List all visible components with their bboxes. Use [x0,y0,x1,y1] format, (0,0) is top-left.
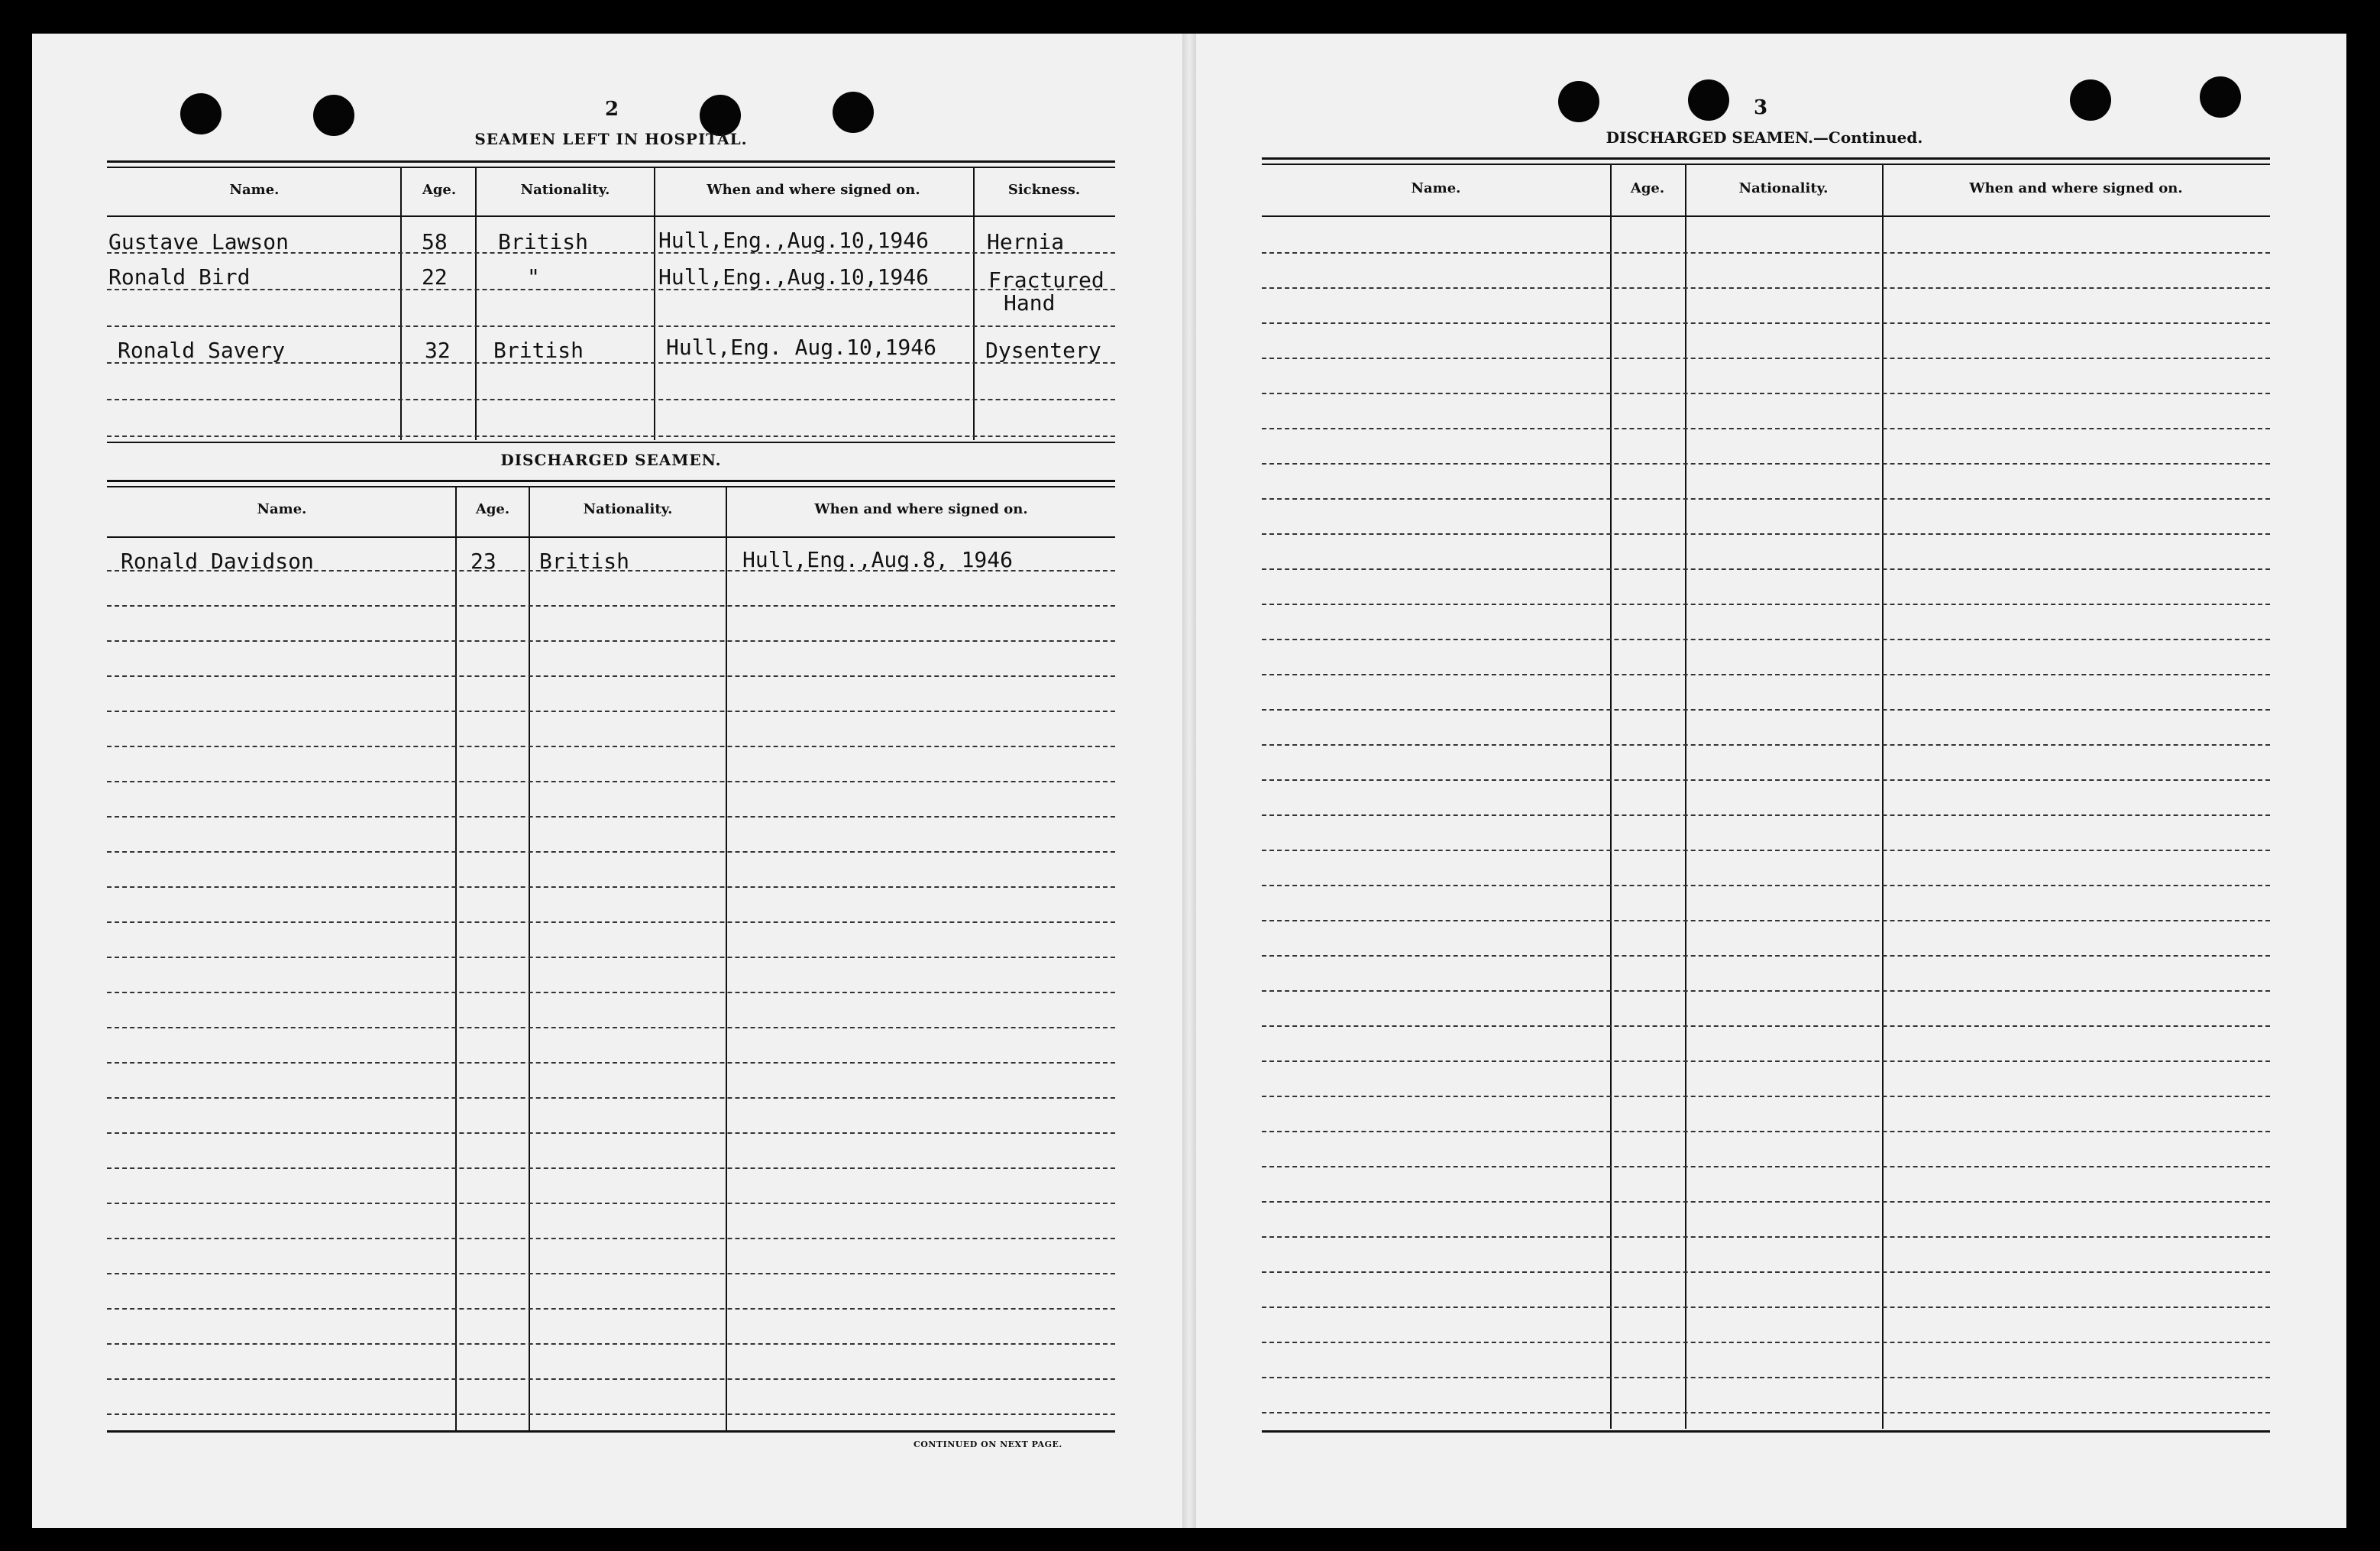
row-rule [1262,885,2270,886]
row-rule [1262,1307,2270,1308]
col-signed-on: When and where signed on. [1969,180,2183,196]
row-rule [1262,639,2270,640]
row-rule [1262,1131,2270,1132]
row-rule [1262,533,2270,535]
discharged-row-1-signed-on: Hull,Eng.,Aug.8, 1946 [742,547,1014,572]
row-rule [107,675,1115,677]
row-rule [1262,744,2270,746]
row-rule [107,1413,1115,1415]
col-name: Name. [1411,180,1461,196]
row-rule [1262,393,2270,394]
col-age: Age. [1630,180,1665,196]
row-rule [1262,920,2270,921]
hospital-row-3-signed-on: Hull,Eng. Aug.10,1946 [666,335,937,360]
col-age: Age. [475,501,510,517]
row-rule [107,436,1115,437]
col-name: Name. [257,501,307,517]
row-rule [1262,252,2270,254]
row-rule [1262,1342,2270,1343]
row-rule [1262,287,2270,289]
row-rule [107,1378,1115,1380]
row-rule [1262,955,2270,957]
row-rule [107,1167,1115,1169]
row-rule [107,746,1115,747]
hospital-row-1-signed-on: Hull,Eng.,Aug.10,1946 [658,228,930,253]
row-rule [1262,1201,2270,1203]
rule [1262,1430,2270,1433]
punch-hole [2200,76,2241,118]
row-rule [1262,814,2270,816]
col-name: Name. [229,182,280,198]
row-rule [107,781,1115,782]
row-rule [107,1308,1115,1310]
rule [107,480,1115,482]
column-divider [455,487,457,1430]
column-divider [726,487,727,1430]
row-rule [1262,463,2270,465]
row-rule [1262,990,2270,992]
page-number-right: 3 [1754,96,1768,119]
hospital-row-1-nationality: British [498,229,589,254]
punch-hole [313,95,354,136]
rule [107,215,1115,217]
col-signed-on: When and where signed on. [707,182,920,198]
row-rule [1262,709,2270,711]
row-rule [107,289,1115,290]
row-rule [1262,1166,2270,1167]
column-divider [529,487,530,1430]
hospital-row-3-sickness: Dysentery [985,338,1101,363]
rule [107,1430,1115,1433]
row-rule [1262,1025,2270,1027]
column-divider [1882,165,1884,1429]
row-rule [1262,604,2270,605]
row-rule [107,711,1115,712]
row-rule [107,1062,1115,1064]
discharged-row-1-nationality: British [539,549,630,574]
row-rule [107,1238,1115,1239]
rule [1262,215,2270,217]
punch-hole [1558,81,1599,122]
rule [107,160,1115,163]
hospital-section-title: SEAMEN LEFT IN HOSPITAL. [474,130,748,148]
row-rule [107,605,1115,607]
row-rule [107,570,1115,572]
hospital-row-3-name: Ronald Savery [118,338,286,363]
row-rule [107,992,1115,993]
row-rule [107,325,1115,327]
hospital-row-2-sickness-line2: Hand [1004,290,1056,316]
row-rule [107,1203,1115,1204]
row-rule [1262,1271,2270,1273]
hospital-row-1-name: Gustave Lawson [108,229,289,254]
row-rule [1262,1236,2270,1238]
page-fold [1182,34,1196,1528]
hospital-row-1-age: 58 [422,229,448,254]
row-rule [107,816,1115,818]
row-rule [1262,1060,2270,1062]
col-sickness: Sickness. [1007,182,1081,198]
discharged-row-1-age: 23 [471,549,496,574]
row-rule [107,1343,1115,1345]
punch-hole [2070,79,2111,121]
row-rule [1262,568,2270,570]
punch-hole [833,92,874,133]
row-rule [107,1097,1115,1099]
row-rule [107,1132,1115,1134]
row-rule [107,886,1115,888]
row-rule [107,957,1115,958]
row-rule [1262,1377,2270,1378]
column-divider [1685,165,1686,1429]
hospital-row-3-nationality: British [493,338,584,363]
col-nationality: Nationality. [520,182,610,198]
row-rule [1262,674,2270,675]
rule [1262,157,2270,160]
row-rule [107,1273,1115,1274]
rule [107,536,1115,538]
row-rule [107,851,1115,853]
hospital-row-2-name: Ronald Bird [108,264,251,290]
rule [107,167,1115,168]
row-rule [1262,358,2270,359]
rule [1262,164,2270,165]
row-rule [1262,1412,2270,1413]
row-rule [107,399,1115,400]
row-rule [1262,1096,2270,1097]
row-rule [1262,428,2270,429]
hospital-row-3-age: 32 [425,338,451,363]
hospital-row-2-age: 22 [422,264,448,290]
col-nationality: Nationality. [1738,180,1829,196]
right-page-title: DISCHARGED SEAMEN.—Continued. [1606,128,1923,147]
row-rule [107,1027,1115,1028]
rule [107,486,1115,487]
footer-note: CONTINUED ON NEXT PAGE. [914,1439,1062,1449]
row-rule [107,640,1115,642]
page-number-left: 2 [605,98,619,121]
row-rule [1262,850,2270,851]
rule [107,442,1115,443]
punch-hole [1688,79,1729,121]
discharged-section-title: DISCHARGED SEAMEN. [500,451,722,469]
row-rule [107,921,1115,923]
row-rule [1262,498,2270,500]
hospital-row-2-signed-on: Hull,Eng.,Aug.10,1946 [658,264,930,290]
hospital-row-1-sickness: Hernia [987,229,1065,254]
discharged-row-1-name: Ronald Davidson [121,549,314,574]
col-age: Age. [422,182,457,198]
col-signed-on: When and where signed on. [814,501,1028,517]
row-rule [1262,322,2270,324]
column-divider [1610,165,1612,1429]
col-nationality: Nationality. [583,501,673,517]
hospital-row-2-nationality: " [527,264,540,290]
hospital-row-2-sickness: Fractured [988,267,1104,293]
row-rule [1262,779,2270,781]
punch-hole [180,93,222,134]
